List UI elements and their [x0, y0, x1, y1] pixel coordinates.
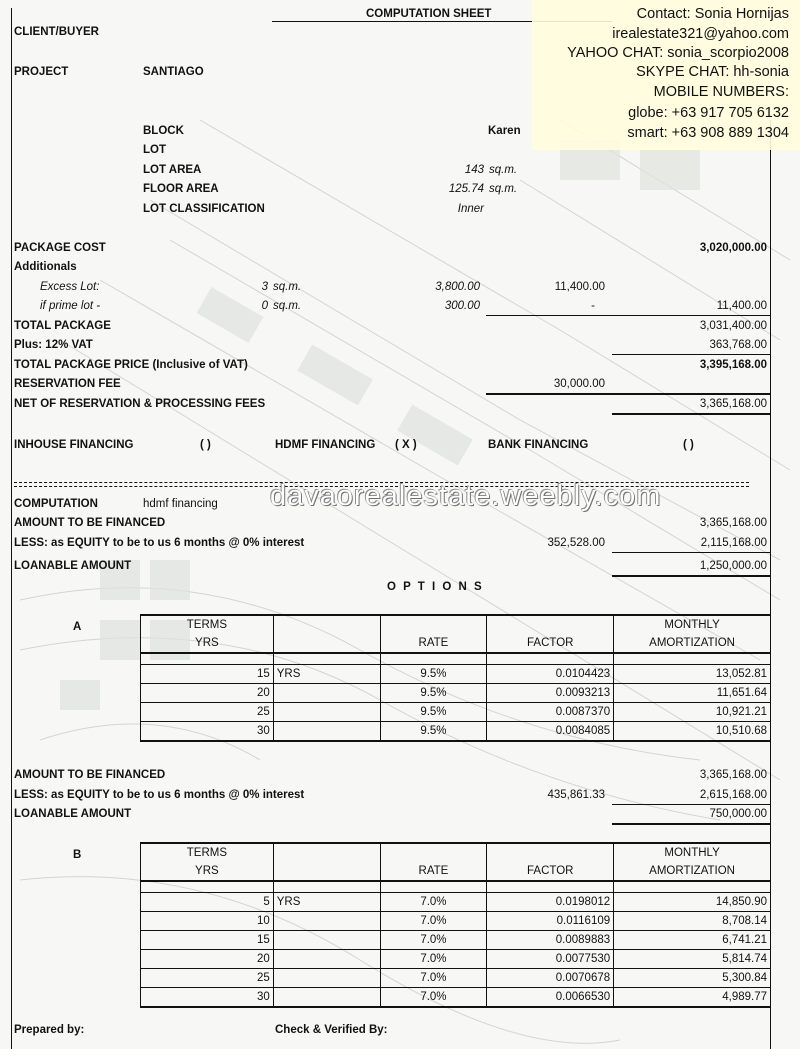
option-a-header-yrs: YRS — [141, 634, 274, 653]
additionals-label: Additionals — [14, 261, 77, 273]
option-b-header-amortization: AMORTIZATION — [614, 862, 771, 881]
reservation-underline — [486, 393, 770, 395]
contact-yahoo: YAHOO CHAT: sonia_scorpio2008 — [567, 45, 789, 61]
option-b-equity-label: LESS: as EQUITY to be to us 6 months @ 0% interest — [14, 789, 305, 801]
floor-area-label: FLOOR AREA — [143, 183, 219, 195]
net-underline — [612, 413, 770, 415]
block-label: BLOCK — [143, 125, 184, 137]
table-row: 25 7.0% 0.0070678 5,300.84 — [141, 969, 771, 988]
option-a-equity-label: LESS: as EQUITY to be to us 6 months @ 0% interest — [14, 537, 305, 549]
table-row: 5 YRS 7.0% 0.0198012 14,850.90 — [141, 893, 771, 912]
contact-skype: SKYPE CHAT: hh-sonia — [636, 64, 789, 80]
contact-globe: globe: +63 917 705 6132 — [628, 105, 789, 121]
vat-underline — [612, 354, 770, 355]
project-value: SANTIAGO — [143, 66, 204, 78]
option-a-loanable-label: LOANABLE AMOUNT — [14, 560, 132, 572]
hdmf-mark: ( X ) — [395, 439, 417, 451]
option-b-letter: B — [73, 849, 82, 861]
option-b-equity-monthly: 435,861.33 — [547, 789, 605, 801]
prime-lot-rate: 300.00 — [444, 300, 480, 312]
total-price-value: 3,395,168.00 — [699, 359, 767, 371]
net-label: NET OF RESERVATION & PROCESSING FEES — [14, 398, 266, 410]
package-cost-label: PACKAGE COST — [14, 242, 106, 254]
option-b-equity-underline — [612, 804, 770, 805]
table-row: 20 9.5% 0.0093213 11,651.64 — [141, 684, 771, 703]
hdmf-label: HDMF FINANCING — [275, 439, 376, 451]
total-price-label: TOTAL PACKAGE PRICE (Inclusive of VAT) — [14, 359, 248, 371]
additionals-total: 11,400.00 — [716, 300, 767, 312]
option-b-amount-label: AMOUNT TO BE FINANCED — [14, 769, 166, 781]
contact-box — [532, 0, 800, 150]
net-value: 3,365,168.00 — [699, 398, 767, 410]
reservation-label: RESERVATION FEE — [14, 378, 121, 390]
option-a-equity-value: 2,115,168.00 — [700, 537, 767, 549]
checked-by-label: Check & Verified By: — [275, 1024, 388, 1036]
option-b-loanable-underline — [612, 823, 770, 825]
lot-area-unit: sq.m. — [489, 164, 518, 176]
computation-label: COMPUTATION — [14, 498, 98, 510]
block-value: Karen — [488, 125, 521, 137]
bank-mark: ( ) — [683, 439, 694, 451]
page-title: COMPUTATION SHEET — [366, 8, 492, 20]
excess-lot-label: Excess Lot: — [40, 281, 100, 293]
table-row: 10 7.0% 0.0116109 8,708.14 — [141, 912, 771, 931]
floor-area-unit: sq.m. — [489, 183, 518, 195]
option-a-letter: A — [73, 621, 82, 633]
table-row: 15 7.0% 0.0089883 6,741.21 — [141, 931, 771, 950]
option-a-table — [140, 614, 771, 742]
option-b-header-yrs: YRS — [141, 862, 274, 881]
lot-class-label: LOT CLASSIFICATION — [143, 203, 265, 215]
option-b-header-terms: TERMS — [141, 843, 274, 862]
table-row: 30 7.0% 0.0066530 4,989.77 — [141, 988, 771, 1008]
reservation-value: 30,000.00 — [553, 378, 605, 390]
package-cost-value: 3,020,000.00 — [699, 242, 767, 254]
option-a-amount-label: AMOUNT TO BE FINANCED — [14, 517, 166, 529]
client-label: CLIENT/BUYER — [14, 26, 99, 38]
excess-lot-unit: sq.m. — [273, 281, 302, 293]
table-row: 20 7.0% 0.0077530 5,814.74 — [141, 950, 771, 969]
contact-email: irealestate321@yahoo.com — [612, 26, 789, 42]
prime-lot-amount: - — [591, 300, 595, 312]
option-b-header-factor: FACTOR — [487, 862, 614, 881]
bank-label: BANK FINANCING — [488, 439, 589, 451]
prepared-by-label: Prepared by: — [14, 1024, 85, 1036]
option-b-equity-value: 2,615,168.00 — [699, 789, 767, 801]
inhouse-mark: ( ) — [200, 439, 211, 451]
option-a-header-factor: FACTOR — [487, 634, 614, 653]
option-a-equity-monthly: 352,528.00 — [547, 537, 605, 549]
inhouse-label: INHOUSE FINANCING — [14, 439, 134, 451]
option-b-table — [140, 842, 771, 1008]
option-b-loanable-label: LOANABLE AMOUNT — [14, 808, 132, 820]
contact-mobile-label: MOBILE NUMBERS: — [653, 84, 789, 100]
table-row: 25 9.5% 0.0087370 10,921.21 — [141, 703, 771, 722]
total-package-value: 3,031,400.00 — [699, 320, 767, 332]
contact-name: Contact: Sonia Hornijas — [636, 6, 789, 22]
option-a-amount-value: 3,365,168.00 — [699, 517, 767, 529]
floor-area-value: 125.74 — [448, 183, 484, 195]
option-a-header-rate: RATE — [380, 634, 487, 653]
excess-lot-rate: 3,800.00 — [435, 281, 480, 293]
vat-value: 363,768.00 — [709, 339, 767, 351]
prime-lot-unit: sq.m. — [273, 300, 302, 312]
lot-class-value: Inner — [457, 203, 484, 215]
option-b-amount-value: 3,365,168.00 — [699, 769, 767, 781]
vat-label: Plus: 12% VAT — [14, 339, 93, 351]
lot-area-label: LOT AREA — [143, 164, 202, 176]
option-a-loanable-value: 1,250,000.00 — [699, 560, 767, 572]
excess-lot-amount: 11,400.00 — [554, 281, 605, 293]
option-a-header-monthly: MONTHLY — [614, 615, 771, 634]
project-label: PROJECT — [14, 66, 69, 78]
lot-area-value: 143 — [464, 164, 484, 176]
option-b-header-rate: RATE — [380, 862, 487, 881]
prime-lot-label: if prime lot - — [40, 300, 101, 312]
option-a-header-amortization: AMORTIZATION — [614, 634, 771, 653]
total-package-label: TOTAL PACKAGE — [14, 320, 111, 332]
left-margin-line — [11, 8, 12, 1049]
lot-label: LOT — [143, 144, 166, 156]
option-a-header-terms: TERMS — [141, 615, 274, 634]
table-row: 30 9.5% 0.0084085 10,510.68 — [141, 722, 771, 742]
additionals-underline — [486, 315, 770, 316]
prime-lot-qty: 0 — [261, 300, 268, 312]
table-row: 15 YRS 9.5% 0.0104423 13,052.81 — [141, 665, 771, 684]
option-a-loanable-underline — [612, 575, 770, 577]
excess-lot-qty: 3 — [261, 281, 268, 293]
watermark-text: davaorealestate.weebly.com — [270, 480, 662, 512]
option-b-loanable-value: 750,000.00 — [709, 808, 767, 820]
option-b-header-monthly: MONTHLY — [614, 843, 771, 862]
contact-smart: smart: +63 908 889 1304 — [627, 125, 789, 141]
options-title: O P T I O N S — [387, 581, 484, 593]
option-a-equity-underline — [612, 552, 770, 553]
computation-value: hdmf financing — [143, 498, 218, 510]
